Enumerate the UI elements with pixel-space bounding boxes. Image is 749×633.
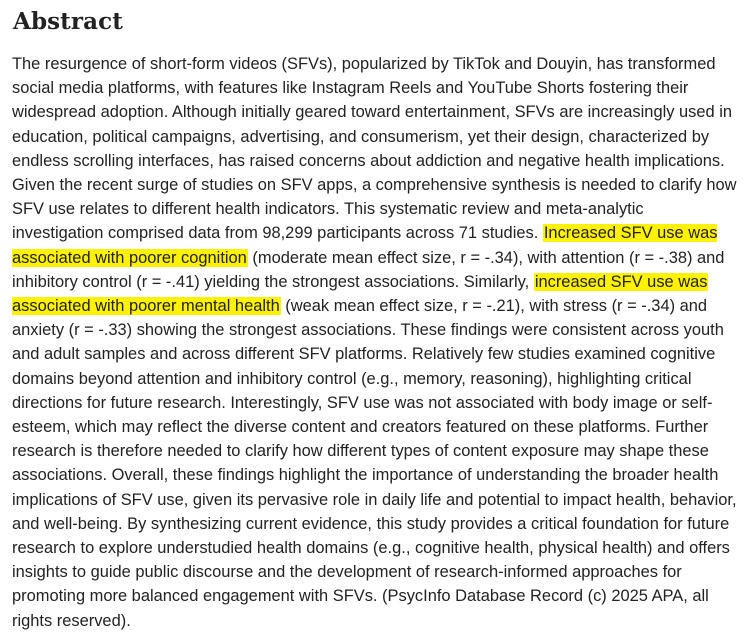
- abstract-text-segment-3: (weak mean effect size, r = -.21), with stress (r = -.34) and anxiety (r = -.33) showing the strongest associations. These findings were consistent across youth and adult samples and across different SFV platforms. Relatively few studies examined cognitive domains beyond attention and inhibitory control (e.g., memory, reasoning), highlighting critical directions for future research. Interestingly, SFV use was not associated with body image or self-esteem, which may reflect the diverse content and creators featured on these platforms. Further research is therefore needed to clarify how different types of content exposure may shape these associations. Overall, these findings highlight the importance of understanding the broader health implications of SFV use, given its pervasive role in daily life and potential to impact health, behavior, and well-being. By synthesizing current evidence, this study provides a critical foundation for future research to explore understudied health domains (e.g., cognitive health, physical health) and offers insights to guide public discourse and the development of research-informed approaches for promoting more balanced engagement with SFVs. (PsycInfo Database Record (c) 2025 APA, all rights reserved).: [12, 297, 737, 630]
- abstract-heading: Abstract: [13, 8, 123, 35]
- highlighted-text-mental-health: increased SFV use was associated with poorer mental health: [12, 272, 708, 316]
- highlighted-text-cognition: Increased SFV use was associated with poorer cognition: [12, 224, 718, 267]
- abstract-text: [12, 52, 737, 633]
- abstract-text-segment-1: The resurgence of short-form videos (SFVs), popularized by TikTok and Douyin, has transformed social media platforms, with features like Instagram Reels and YouTube Shorts fostering their widespread adoption. Although initially geared toward entertainment, SFVs are increasingly used in education, political campaigns, advertising, and consumerism, yet their design, characterized by endless scrolling interfaces, has raised concerns about addiction and negative health implications. Given the recent surge of studies on SFV apps, a comprehensive synthesis is needed to clarify how SFV use relates to different health indicators. This systematic review and meta-analytic investigation comprised data from 98,299 participants across 71 studies.: [12, 55, 737, 243]
- abstract-text-segment-2: (moderate mean effect size, r = -.34), with attention (r = -.38) and inhibitory control (r = -.41) yielding the strongest associations. Similarly,: [12, 248, 725, 291]
